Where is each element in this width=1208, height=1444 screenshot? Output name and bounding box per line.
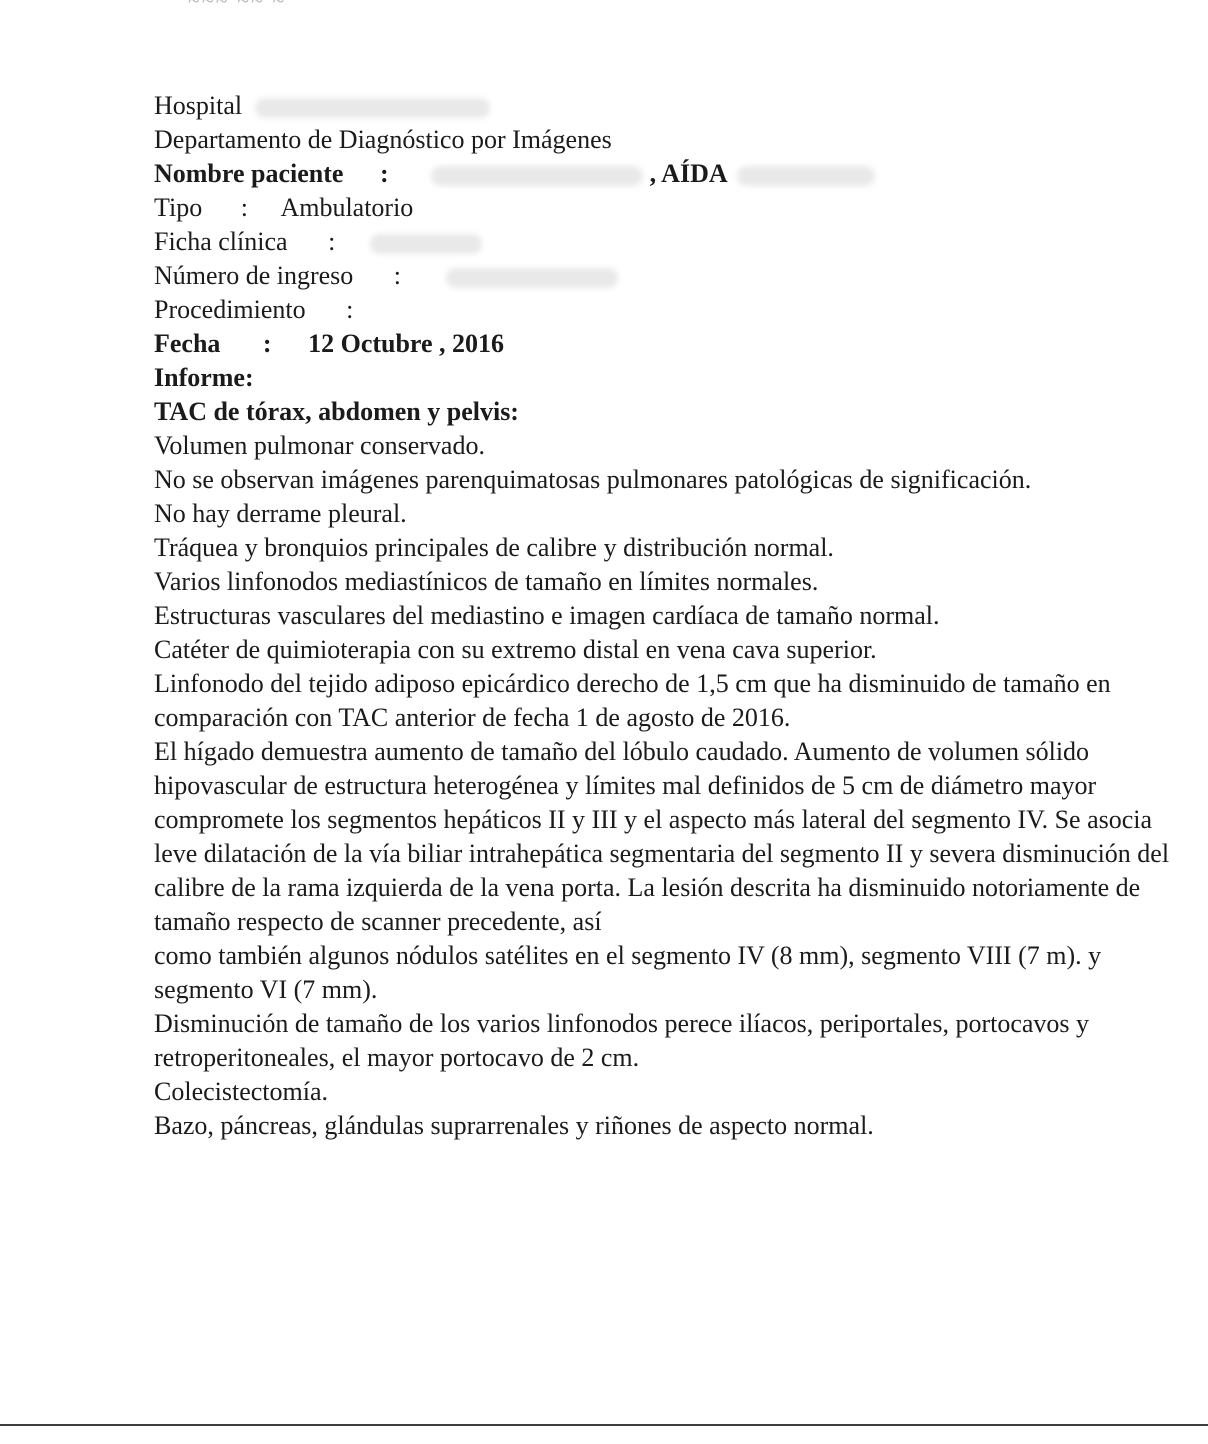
patient-name-colon: : bbox=[379, 159, 389, 188]
redacted-patient-surname bbox=[431, 166, 643, 186]
finding-paragraph: Catéter de quimioterapia con su extremo distal en vena cava superior. bbox=[154, 635, 877, 664]
patient-name-visible: , AÍDA bbox=[649, 159, 727, 188]
finding-paragraph: como también algunos nódulos satélites en el segmento IV (8 mm), segmento VIII (7 m). y segmento VI (7 mm). bbox=[154, 941, 1102, 1004]
finding-paragraph: Linfonodo del tejido adiposo epicárdico derecho de 1,5 cm que ha disminuido de tamaño en comparación con TAC anterior de fecha 1 de agosto de 2016. bbox=[154, 669, 1111, 732]
radiology-report bbox=[154, 89, 1194, 1143]
cropped-header-fragment bbox=[188, 0, 338, 6]
findings bbox=[154, 429, 1194, 1143]
study-title: TAC de tórax, abdomen y pelvis: bbox=[154, 397, 519, 426]
finding-paragraph: Volumen pulmonar conservado. bbox=[154, 431, 485, 460]
clinical-record-label: Ficha clínica bbox=[154, 227, 288, 256]
admission-number-label: Número de ingreso bbox=[154, 261, 354, 290]
finding-paragraph: Varios linfonodos mediastínicos de tamaño en límites normales. bbox=[154, 567, 819, 596]
type-label: Tipo bbox=[154, 193, 203, 222]
finding-paragraph: Tráquea y bronquios principales de calibre y distribución normal. bbox=[154, 533, 834, 562]
redacted-admission-number bbox=[446, 268, 618, 288]
clinical-record-line bbox=[154, 225, 1194, 259]
finding-paragraph: Colecistectomía. bbox=[154, 1077, 329, 1106]
finding-paragraph: Disminución de tamaño de los varios linfonodos perece ilíacos, periportales, portocavos y retroperitoneales, el mayor portocavo de 2 cm. bbox=[154, 1009, 1090, 1072]
clinical-record-colon: : bbox=[328, 227, 336, 256]
patient-name-label: Nombre paciente bbox=[154, 159, 344, 188]
procedure-colon: : bbox=[346, 295, 354, 324]
finding-paragraph: El hígado demuestra aumento de tamaño del lóbulo caudado. Aumento de volumen sólido hipovascular de estructura heterogénea y límites mal definidos de 5 cm de diámetro mayor compromete los segmentos hepáticos II y III y el aspecto más lateral del segmento IV. Se asocia leve dilatación de la vía biliar intrahepática segmentaria del segmento II y severa disminución del calibre de la rama izquierda de la vena porta. La lesión descrita ha disminuido notoriamente de tamaño respecto de scanner precedente, así bbox=[154, 737, 1170, 936]
finding-paragraph: No se observan imágenes parenquimatosas pulmonares patológicas de significación. bbox=[154, 465, 1032, 494]
type-colon: : bbox=[240, 193, 248, 222]
finding-paragraph: No hay derrame pleural. bbox=[154, 499, 407, 528]
admission-number-colon: : bbox=[393, 261, 402, 290]
date-value: 12 Octubre , 2016 bbox=[308, 329, 505, 358]
finding-paragraph: Estructuras vasculares del mediastino e imagen cardíaca de tamaño normal. bbox=[154, 601, 940, 630]
redacted-hospital-name bbox=[255, 98, 490, 118]
date-line bbox=[154, 327, 1194, 361]
finding-paragraph: Bazo, páncreas, glándulas suprarrenales y riñones de aspecto normal. bbox=[154, 1111, 874, 1140]
type-value: Ambulatorio bbox=[280, 193, 414, 222]
redacted-patient-second-surname bbox=[737, 166, 875, 186]
department-line: Departamento de Diagnóstico por Imágenes bbox=[154, 125, 612, 154]
date-label: Fecha bbox=[154, 329, 221, 358]
page-bottom-rule bbox=[0, 1424, 1208, 1426]
hospital-line bbox=[154, 89, 1194, 123]
patient-name-line bbox=[154, 157, 1194, 191]
procedure-label: Procedimiento bbox=[154, 295, 306, 324]
type-line bbox=[154, 191, 1194, 225]
redacted-clinical-record bbox=[370, 234, 482, 254]
date-colon: : bbox=[262, 329, 272, 358]
report-heading: Informe: bbox=[154, 363, 254, 392]
admission-number-line bbox=[154, 259, 1194, 293]
procedure-line bbox=[154, 293, 1194, 327]
hospital-label: Hospital bbox=[154, 91, 243, 120]
